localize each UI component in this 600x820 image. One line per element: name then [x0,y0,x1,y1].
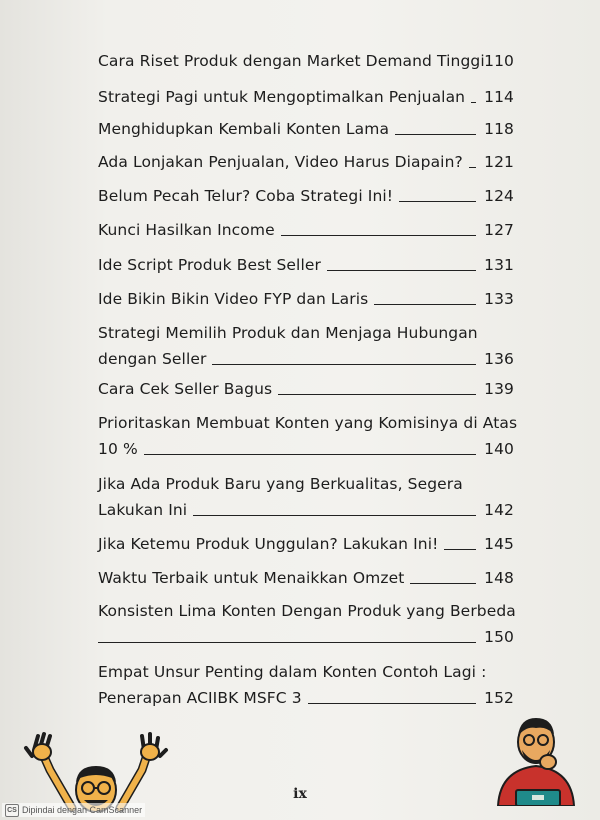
toc-entry-title: 10 % [98,440,138,458]
toc-entry-line [98,346,514,372]
toc-page-number: 145 [484,535,514,553]
toc-leader-line [410,583,476,584]
toc-entry-line [98,471,514,497]
thinking-man-laptop-icon [486,710,586,806]
toc-entry-title: Kunci Hasilkan Income [98,221,275,239]
toc-entry-line [98,410,518,436]
toc-entry-title: Cara Riset Produk dengan Market Demand Tinggi [98,52,485,70]
toc-leader-line [212,364,476,365]
toc-entry [98,183,514,209]
toc-page-number: 127 [484,221,514,239]
toc-page-number: 131 [484,256,514,274]
toc-entry [98,84,514,110]
camscanner-text: Dipindai dengan CamScanner [22,805,143,815]
toc-entry-title: Penerapan ACIIBK MSFC 3 [98,689,302,707]
toc-entry [98,598,514,650]
toc-entry-title: Strategi Pagi untuk Mengoptimalkan Penjualan [98,88,466,106]
toc-leader-line [469,167,476,168]
toc-entry-line [98,685,514,711]
toc-entry-title: dengan Seller [98,350,207,368]
toc-entry [98,410,518,462]
toc-leader-line [471,102,476,103]
toc-page-number: 148 [484,569,514,587]
toc-entry-title: Jika Ketemu Produk Unggulan? Lakukan Ini! [98,535,439,553]
toc-entry [98,376,514,402]
page-number: ix [293,786,307,802]
toc-page-number: 152 [484,689,514,707]
toc-entry [98,217,514,243]
toc-entry-line [98,149,514,175]
toc-entry [98,286,514,312]
toc-entry-line [98,436,514,462]
toc-entry-line [98,624,514,650]
toc-entry [98,252,514,278]
toc-page-number: 124 [484,187,514,205]
toc-entry [98,531,514,557]
toc-leader-line [327,270,476,271]
toc-entry-title: Strategi Memilih Produk dan Menjaga Hubungan [98,324,478,342]
toc-leader-line [444,549,476,550]
toc-leader-line [374,304,476,305]
camscanner-watermark [2,803,145,817]
toc-page-number: 136 [484,350,514,368]
toc-entry-line [98,252,514,278]
toc-entry-line [98,48,514,74]
toc-leader-line [98,642,476,643]
toc-page-number: 110 [484,52,514,70]
toc-leader-line [278,394,476,395]
toc-entry-title: Empat Unsur Penting dalam Konten Contoh Lagi : [98,663,487,681]
toc-entry [98,149,514,175]
toc-entry-line [98,217,514,243]
toc-entry-line [98,497,514,523]
toc-entry [98,659,514,711]
toc-page-number: 133 [484,290,514,308]
toc-entry-title: Prioritaskan Membuat Konten yang Komisinya di Atas [98,414,518,432]
toc-page-number: 139 [484,380,514,398]
toc-entry-line [98,84,514,110]
toc-entry-line [98,659,514,685]
toc-entry-line [98,376,514,402]
cheering-man-icon [20,730,170,812]
toc-page-number: 121 [484,153,514,171]
toc-leader-line [399,201,476,202]
toc-entry-title: Ada Lonjakan Penjualan, Video Harus Diapain? [98,153,463,171]
toc-entry-title: Ide Script Produk Best Seller [98,256,321,274]
toc-page-number: 114 [484,88,514,106]
toc-entry-title: Waktu Terbaik untuk Menaikkan Omzet [98,569,405,587]
toc-leader-line [308,703,476,704]
camscanner-logo: CS [5,804,19,817]
toc-entry-title: Belum Pecah Telur? Coba Strategi Ini! [98,187,394,205]
toc-entry-line [98,531,514,557]
toc-entry [98,48,514,74]
toc-entry-title: Cara Cek Seller Bagus [98,380,273,398]
toc-leader-line [193,515,476,516]
toc-leader-line [144,454,476,455]
toc-entry-line [98,116,514,142]
toc-entry [98,565,514,591]
toc-entry [98,116,514,142]
toc-page-number: 150 [484,628,514,646]
toc-entry-title: Ide Bikin Bikin Video FYP dan Laris [98,290,369,308]
toc-entry [98,471,514,523]
toc-page-number: 140 [484,440,514,458]
toc-entry-line [98,183,514,209]
toc-entry-line [98,565,514,591]
toc-entry-title: Menghidupkan Kembali Konten Lama [98,120,390,138]
toc-leader-line [281,235,476,236]
toc-entry [98,320,514,372]
toc-leader-line [395,134,476,135]
toc-entry-line [98,598,514,624]
toc-page-number: 118 [484,120,514,138]
toc-page-number: 142 [484,501,514,519]
toc-entry-line [98,320,514,346]
toc-entry-title: Jika Ada Produk Baru yang Berkualitas, Segera [98,475,463,493]
toc-entry-title: Konsisten Lima Konten Dengan Produk yang Berbeda [98,602,516,620]
toc-entry-line [98,286,514,312]
toc-entry-title: Lakukan Ini [98,501,188,519]
